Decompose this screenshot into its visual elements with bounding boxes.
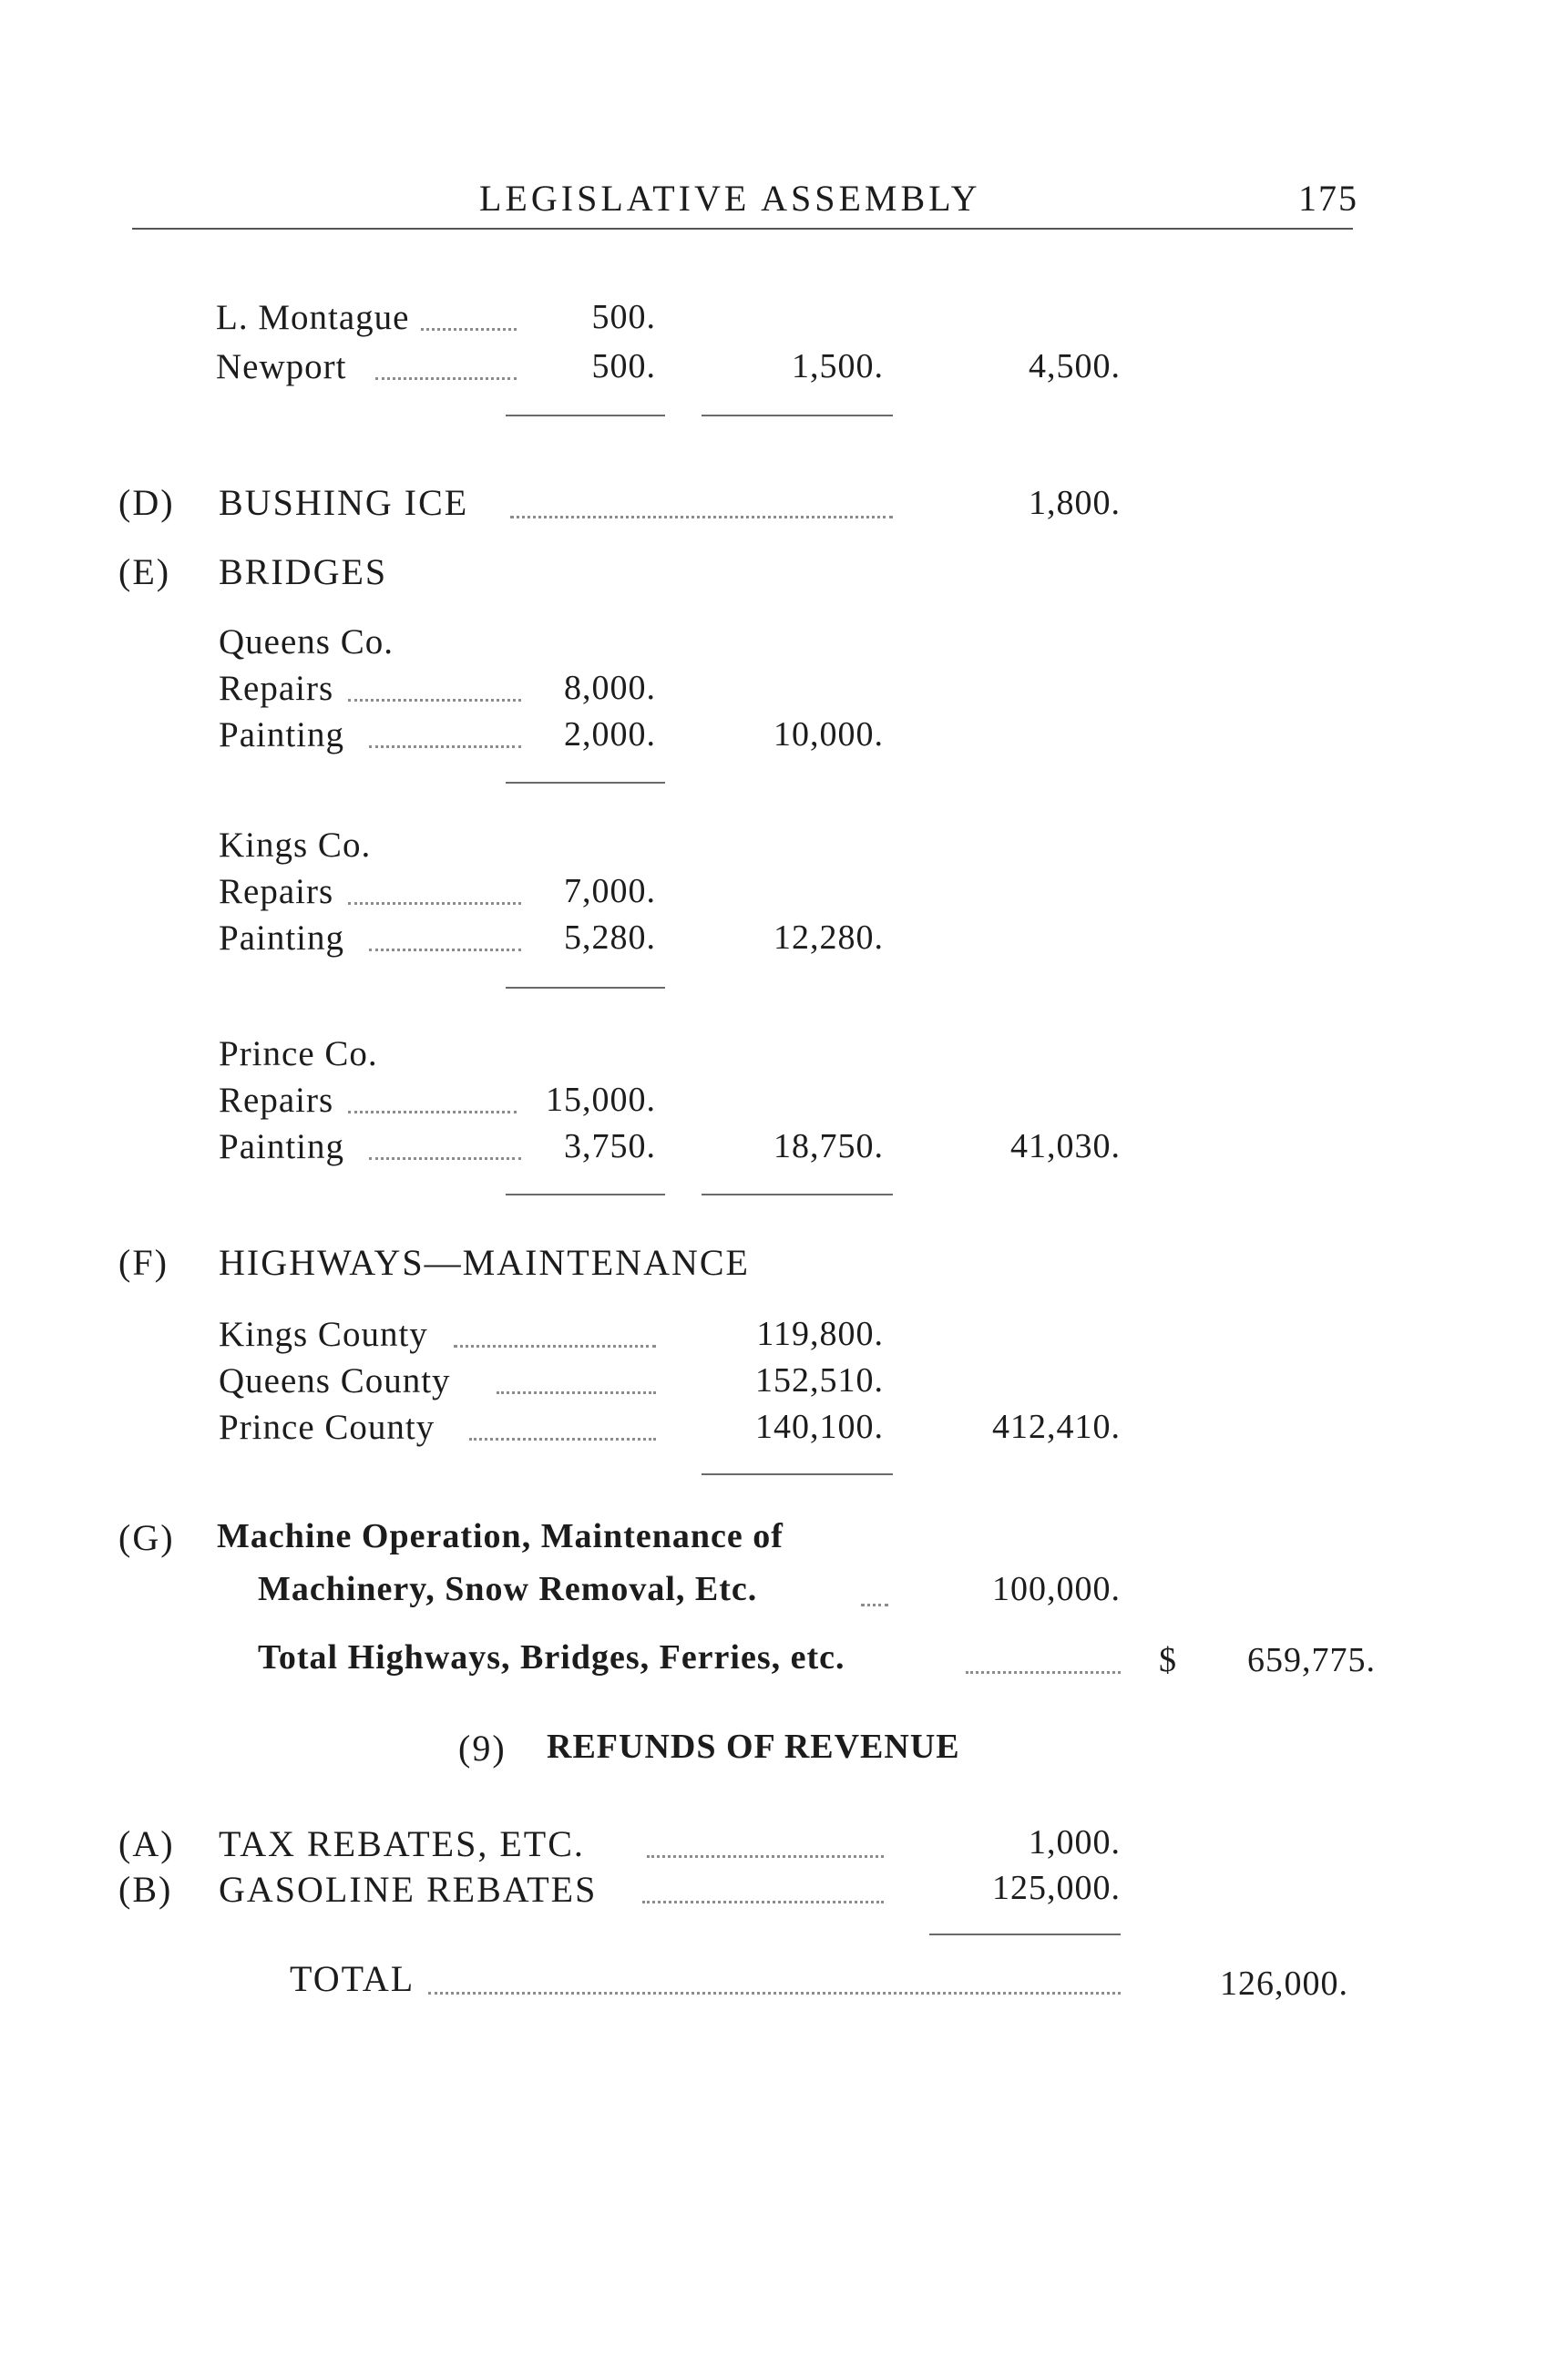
county-amount: 140,100. [755, 1408, 884, 1446]
grand-total-label: Total Highways, Bridges, Ferries, etc. [258, 1638, 845, 1677]
painting-label: Painting [219, 715, 345, 754]
section-title-line1: Machine Operation, Maintenance of [217, 1517, 784, 1555]
section-letter: (G) [118, 1517, 175, 1558]
painting-amount: 2,000. [564, 715, 656, 754]
sum-rule [506, 1194, 665, 1195]
leader-dots [348, 1111, 517, 1113]
section-letter: (E) [118, 551, 171, 592]
grand-total-amount: 659,775. [1247, 1641, 1376, 1679]
repairs-amount: 7,000. [564, 872, 656, 910]
sum-rule [702, 1194, 893, 1195]
section-title: HIGHWAYS—MAINTENANCE [219, 1242, 750, 1283]
section-total: 1,800. [1029, 484, 1121, 522]
leader-dots [369, 949, 521, 951]
leader-dots [348, 699, 521, 702]
repairs-label: Repairs [219, 872, 334, 911]
sum-rule [702, 1473, 893, 1475]
repairs-label: Repairs [219, 669, 334, 708]
section-total: 412,410. [992, 1408, 1121, 1446]
county-name: Queens County [219, 1361, 451, 1400]
painting-label: Painting [219, 918, 345, 958]
section-total: 100,000. [992, 1570, 1121, 1608]
sum-rule [506, 782, 665, 784]
refunds-total-label: TOTAL [290, 1958, 415, 1999]
repairs-amount: 15,000. [546, 1081, 656, 1119]
item-amount: 500. [591, 347, 656, 385]
leader-dots [861, 1604, 888, 1606]
header-rule [132, 228, 1353, 230]
currency-symbol: $ [1159, 1641, 1177, 1679]
sum-rule [929, 1934, 1121, 1935]
refund-amount: 1,000. [1029, 1823, 1121, 1862]
refunds-total-amount: 126,000. [1220, 1965, 1348, 2003]
leader-dots [966, 1671, 1121, 1674]
section-title: BRIDGES [219, 551, 388, 592]
sum-rule [506, 987, 665, 989]
section-letter: (D) [118, 482, 175, 523]
item-name: Newport [216, 347, 347, 386]
page-header-title: LEGISLATIVE ASSEMBLY [479, 178, 981, 219]
county-amount: 152,510. [755, 1361, 884, 1400]
sum-rule [506, 415, 665, 416]
county-heading: Prince Co. [219, 1034, 378, 1073]
section-total: 4,500. [1029, 347, 1121, 385]
refunds-heading: REFUNDS OF REVENUE [547, 1728, 960, 1766]
subtotal: 18,750. [774, 1127, 884, 1165]
leader-dots [421, 328, 517, 331]
repairs-amount: 8,000. [564, 669, 656, 707]
leader-dots [348, 902, 521, 905]
leader-dots [647, 1855, 884, 1858]
leader-dots [510, 516, 893, 518]
refund-name: TAX REBATES, ETC. [219, 1823, 585, 1864]
leader-dots [642, 1901, 884, 1903]
section-letter: (F) [118, 1242, 169, 1283]
section-title: BUSHING ICE [219, 482, 469, 523]
leader-dots [497, 1391, 656, 1394]
item-amount: 500. [591, 298, 656, 336]
leader-dots [428, 1992, 1121, 1995]
leader-dots [369, 745, 521, 748]
leader-dots [375, 377, 517, 380]
repairs-label: Repairs [219, 1081, 334, 1120]
leader-dots [454, 1345, 656, 1348]
subtotal: 1,500. [792, 347, 884, 385]
painting-amount: 5,280. [564, 918, 656, 957]
refund-letter: (A) [118, 1823, 175, 1864]
painting-amount: 3,750. [564, 1127, 656, 1165]
subtotal: 10,000. [774, 715, 884, 754]
page-number: 175 [1298, 178, 1358, 219]
refund-amount: 125,000. [992, 1869, 1121, 1907]
county-heading: Queens Co. [219, 622, 394, 662]
section-title-line2: Machinery, Snow Removal, Etc. [258, 1570, 758, 1608]
leader-dots [369, 1157, 521, 1160]
refund-name: GASOLINE REBATES [219, 1869, 598, 1910]
leader-dots [469, 1438, 656, 1441]
county-heading: Kings Co. [219, 826, 372, 865]
county-name: Prince County [219, 1408, 435, 1447]
section-total: 41,030. [1010, 1127, 1121, 1165]
item-name: L. Montague [216, 298, 410, 337]
county-name: Kings County [219, 1315, 428, 1354]
heading-number: (9) [458, 1728, 507, 1769]
sum-rule [702, 415, 893, 416]
county-amount: 119,800. [756, 1315, 884, 1353]
subtotal: 12,280. [774, 918, 884, 957]
painting-label: Painting [219, 1127, 345, 1166]
refund-letter: (B) [118, 1869, 173, 1910]
